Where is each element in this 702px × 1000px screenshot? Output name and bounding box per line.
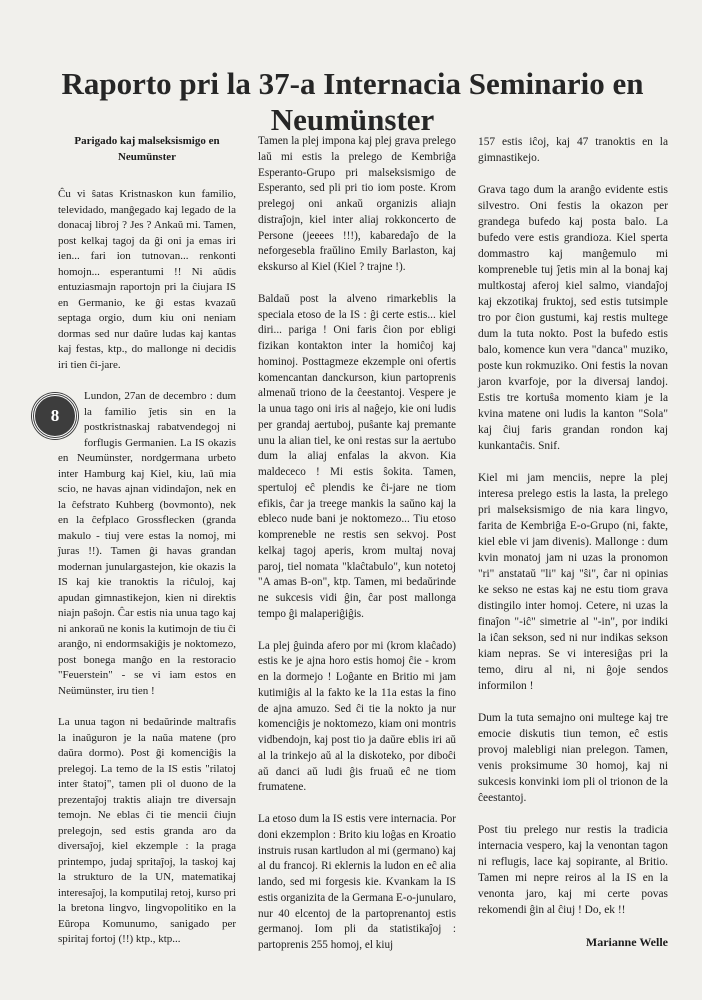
paragraph: Ĉu vi ŝatas Kristnaskon kun familio, televidado, manĝegado kaj legado de la donacaj libroj ? Jes ? Ankaŭ mi. Tamen, post kelkaj tagoj da ĝi oni ja emas iri ien... fari ion tutnovan... renkonti homojn... esperantumi !! Ni aŭdis entuziasmajn raportojn pri la ĉiujara IS en Germanio, ke ĝi estas kvazaŭ septaga orgio, dum kiu oni neniam dormas sed nur daŭre ludas kaj kantas kaj festas, ktp., do mallonge ni decidis iri tien ĉi-jare. xyxy=(58,188,236,371)
paragraph: Dum la tuta semajno oni multege kaj tre emocie diskutis tiun temon, eĉ estis provoj malebligi nian prelegon. Tamen, venis proksimume 30 homoj, kaj ni sukcesis konvinki iom pli ol trionon de la ĉeestantoj. xyxy=(478,712,668,804)
paragraph: Tamen la plej impona kaj plej grava prelego laŭ mi estis la prelego de Kembriĝa Esperanto-Grupo pri malseksismigo de Esperanto, sed pli pri tio iom poste. Krom prelegoj oni ankaŭ organizis aliajn distraĵojn, kiel inter aliaj rokkoncerto de Persone (jeeees !!!), kabaredaĵo de la neforgesebla fraŭlino Emily Barlaston, kaj ekskurso al Kiel (Kiel ? trajne !). xyxy=(258,135,456,273)
article-subtitle: Parigado kaj malseksismigo en Neumünster xyxy=(74,135,220,163)
paragraph: 157 estis iĉoj, kaj 47 tranoktis en la gimnastikejo. xyxy=(478,136,668,164)
author-signature: Marianne Welle xyxy=(585,935,668,949)
paragraph: Lundon, 27an de decembro : dum la familio ĵetis sin en la postkristnaskaj rabatvendegoj ni forflugis Germanien. La IS okazis en Neumünster, nordgermana urbeto inter Hamburg kaj Kiel, kiu, laŭ mia scio, ne havas ajnan vidindaĵon, nek en la ĉefstrato Kuhberg (bovmonto), nek en la ĉefplaco Grossflecken (granda makulo - tiuj vere estas la nomoj, mi ĵuras !!). Tamen ĝi havas grandan modernan junulargastejon, kie okazis la IS kaj kie tranoktis la riĉuloj, kaj apudan gimnastikejon, kien ni direktis niajn paŝojn. Ĉar estis nia unua tago kaj ni ankoraŭ ne konis la kutimojn de tiu ĉi aranĝo, ni endormsakiĝis je noktomezo, post bonega manĝo en la restoracio "Feuerstein" - se vi iam estos en Neümünster, iru tien ! xyxy=(58,390,236,697)
paragraph: Baldaŭ post la alveno rimarkeblis la speciala etoso de la IS : ĝi certe estis... kiel diri... pariga ! Oni faris ĉion por ebligi fizikan kontakton inter la homiĉoj kaj hominoj. Posttagmeze ekzemple oni ofertis komencantan danckurson, kiun partoprenis almenaŭ triono de la ĉeestantoj. Vespere je la unua tago oni iris al naĝejo, kie oni ludis per grandaj aertuboj, puŝante kaj premante unu la alian tiel, ke oni restas sur la aertubo dum la aliaj enfalas la akvon. Kia maldececo ! Mi estis ŝokita. Tamen, spertuloj eĉ plendis ke ĉi-jare ne tiom efikis, ĉar ja treege mankis la saŭno kaj la ebleco nude bani je noktomezo... Tiu etoso kompreneble ne restis sen sekvoj. Post kelkaj tagoj aperis, krom multaj novaj paroj, tiel nomata "klaĉtabulo", kun notetoj "A amas B-on", ktp. Tamen, mi bedaŭrinde ne sukcesis vidi ĝin, ĉar post mallonga tempo ĝi malaperiĝiĝis. xyxy=(258,292,456,620)
left-column xyxy=(50,134,236,964)
paragraph: La etoso dum la IS estis vere internacia. Por doni ekzemplon : Brito kiu loĝas en Kroatio instruis rusan kartludon al mi (germano) kaj al du francoj. Ri eklernis la ludon en eĉ alia lando, sed mi forgesis kie. Kvankam la IS estis organizita de la Germana E-o-junularo, nur 40 elcentoj de la partoprenantoj estis germanoj. Iom pli da statistikaĵoj : partoprenis 255 homoj, el kiuj xyxy=(258,813,456,951)
paragraph: Post tiu prelego nur restis la tradicia internacia vespero, kaj la venontan tagon ni reflugis, lace kaj sopirante, al Britio. Tamen mi nepre reiros al la IS en la venonta jaro, kaj mi certe povas rekomendi ĝin al ĉiuj ! Do, ek !! xyxy=(478,824,668,916)
right-column xyxy=(478,134,668,950)
article-title: Raporto pri la 37-a Internacia Seminario en Neumünster xyxy=(61,66,644,137)
paragraph: La unua tagon ni bedaŭrinde maltrafis la inaŭguron je la naŭa matene (pro daŭra dormo). Post ĝi komenciĝis la prelegoj. La temo de la IS estis "rilatoj inter ŝtatoj", tamen pli ol duono de la prezentaĵoj traktis aliajn tre diversajn temojn. Ne eblas ĉi tie mencii ĉiujn prelegojn, sed estis granda aro da diversaĵoj, kiel ekzemple : la praga printempo, judaj spritaĵoj, la taskoj kaj la strukturo de la UN, matematikaj interesaĵoj, la komputilaj retoj, kurso pri la bretona lingvo, lingvopolitiko en la Eŭropa Komunumo, sanigado per spiritaj fortoj (!!) ktp., ktp... xyxy=(58,716,236,945)
paragraph: Grava tago dum la aranĝo evidente estis silvestro. Oni festis la okazon per grandega bufedo kaj posta balo. La bufedo vere estis grandioza. Kiel sperta dommastro kaj manĝemulo mi kompreneble tuj ĵetis min al la bonaj kaj multkostaj aferoj kiel salmo, viandaĵoj kaj ekzotikaj fruktoj, sed estis tutsimple tro por ĉion gustumi, kaj restis multege dum la tuta nokto. Post la bufedo estis balo, komence kun vera "danca" muziko, poste kun rokmuziko. Oni festis la novan jaron kvarfoje, por la diversaj landoj. Estis tre kortuŝa momento kiam je la kvina matene oni ludis la kanton "Sola" kaj ĉiuj faris grandan rondon kaj kunkantaĉis. Snif. xyxy=(478,184,668,452)
page-number-badge: 8 xyxy=(32,393,78,439)
paragraph: La plej ĝuinda afero por mi (krom klaĉado) estis ke je ajna horo estis homoj ĉie - krom en la dormejo ! Loĝante en Britio mi jam kutimiĝis al la fakto ke la 11a estas la fino de ajna amuzo. Sed ĉi tie la nokto ja nur komenciĝis je noktomezo, kiam oni montris vidbendojn, kaj post tio ja daŭre eblis iri aŭ al la trinkejo aŭ al la diskoteko, por diboĉi aŭ danci aŭ ludi ĝis fruaŭ eĉ ne tiom frumatene. xyxy=(258,639,456,794)
paragraph: Kiel mi jam menciis, nepre la plej interesa prelego estis la lasta, la prelego pri malseksismigo de nia kara lingvo, farita de Kembriĝa E-o-Grupo (ni, fakte, kiel eble vi jam divenis). Mallonge : dum kvin monatoj jam ni uzas la pronomon "ri" anstataŭ "li" kaj "ŝi", ĉar ni opinias ke sekso ne estas kaj ne estu tiom grava distingilo inter homoj. Cetere, ni uzas la finaĵon "-iĉ" simetrie al "-in", por indiki la iĉan sekson, sed ni nur indikas sekson kiam nepras. Se vi interesiĝas pri la temo, diru al ni, ni ĝoje sendos informilon ! xyxy=(478,472,668,692)
middle-column xyxy=(258,134,456,970)
